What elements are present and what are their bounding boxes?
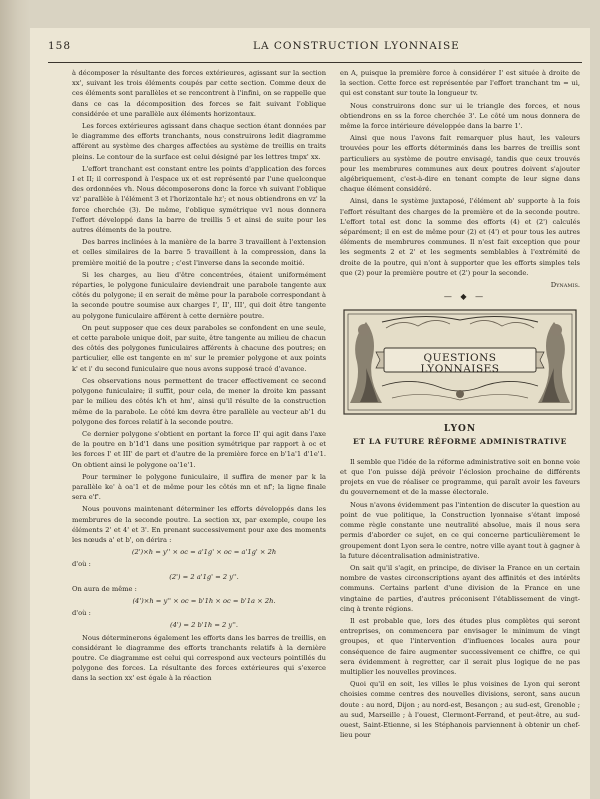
paragraph: Des barres inclinées à la manière de la barre 3 travaillent à l'extension et celles similaires de la barre 5 travaillent à la compression, dans la première moitié de la poutre ; c'est l'inverse dans la seconde moitié. [72, 238, 326, 267]
section-separator: — ◆ — [443, 292, 487, 302]
right-column [340, 68, 580, 793]
page-binding [0, 0, 30, 799]
article-title: LYON [443, 424, 477, 435]
running-header [48, 40, 580, 56]
paragraph: Nous déterminerons également les efforts dans les barres de treillis, en considérant le diagramme des efforts tranchants relatifs à la dernière poutre. Ce diagramme est celui qui correspond aux vecteurs pointillés du polygone des forces. La résultante des forces extérieures qui s'exerce dans la section xx' est égale à la réaction [72, 633, 326, 683]
page-number: 158 [48, 40, 72, 52]
paragraph: Les forces extérieures agissant dans chaque section étant données par le diagramme des efforts tranchants, nous construirons ledit diagramme afférent au système des charges affectées au système de treillis en traits pleins. Le contour de la surface est celui désigné par les lettres tmpx' xx. [72, 122, 326, 161]
author-signature: Dynamis. [550, 281, 580, 290]
equation-lead: On aura de même : [72, 584, 137, 593]
paragraph: en A, puisque la première force à considérer I' est située à droite de la section. Cette force est représentée par l'effort tranchant tm = ui, qui est constant sur toute la longueur tv. [340, 69, 580, 98]
paragraph: Nous n'avons évidemment pas l'intention de discuter la question au point de vue politique, la Construction lyonnaise s'étant imposé comme règle constante une neutralité absolue, mais il nous sera permis d'aborder ce sujet, en ce qui concerne particulièrement le groupement dont Lyon sera le centre, notre ville ayant tout à gagner à la future décentralisation administrative. [340, 500, 580, 560]
left-column [72, 68, 326, 793]
paragraph: Ces observations nous permettent de tracer effectivement ce second polygone funiculaire; il suffit, pour cela, de mener la droite km passant par le milieu des côtés k'h et hm', ainsi qu'il résulte de la construction même de la parabole. Le côté km devra être parallèle au vecteur ab'1 du polygone des forces relatif à la seconde poutre. [72, 376, 326, 426]
equation: (4')×h = y'' × oc = b'1h × oc = b'1a × 2h. [132, 596, 276, 605]
paragraph: à décomposer la résultante des forces extérieures, agissant sur la section xx', suivant les trois éléments coupés par cette section. Comme deux de ces éléments sont parallèles et se rencontrent à l'infini, on se rappelle que dans ce cas la décomposition des forces se fait suivant l'oblique considérée et une parallèle aux éléments horizontaux. [72, 69, 326, 118]
article-subtitle: ET LA FUTURE RÉFORME ADMINISTRATIVE [353, 436, 567, 446]
paragraph: Pour terminer le polygone funiculaire, il suffira de mener par k la parallèle ke' à oa'1 et de même pour les côtés mn et nf'; la ligne finale sera e'f'. [72, 472, 326, 502]
paragraph: Il est probable que, lors des études plus complètes qui seront entreprises, on commencera par envisager le minimum de vingt groupes, et que l'intervention d'influences locales aura pour conséquence de faire augmenter successivement ce chiffre, ce qui sera évidemment à regretter, car il serait plus logique de ne pas multiplier les nouvelles provinces. [340, 616, 580, 676]
equation: (2')×h = y'' × oc = a'1g' × oc = a'1g' × 2h [131, 548, 277, 557]
banner-title: QUESTIONS LYONNAISES [420, 352, 500, 375]
equation: (2') = 2 a'1g' = 2 y''. [169, 572, 239, 581]
paragraph: Nous pouvons maintenant déterminer les efforts développés dans les membrures de la seconde poutre. La section xx, par exemple, coupe les éléments 2' et 4' et 3'. En prenant successivement pour axe des moments les nœuds a' et b', on dérira : [72, 505, 326, 544]
journal-title: LA CONSTRUCTION LYONNAISE [253, 40, 460, 52]
paragraph: Nous construirons donc sur ui le triangle des forces, et nous obtiendrons en ss la force cherchée 3'. Le côté um nous donnera de même la force intérieure développée dans la barre 1'. [340, 101, 580, 131]
paragraph: L'effort tranchant est constant entre les points d'application des forces I et II; il correspond à l'espace ux et est représenté par l'une quelconque des ordonnées vh. Nous décomposerons donc la force vh suivant l'oblique vz' parallèle à l'élément 3 et l'horizontale hz'; et nous obtiendrons en vz' la force cherchée (3). De même, l'oblique symétrique vv1 nous donnera l'effort développé dans la barre de treillis 5 et ainsi de suite pour les autres éléments de la poutre. [72, 164, 326, 235]
section-banner [342, 308, 578, 416]
paragraph: Si les charges, au lieu d'être concentrées, étaient uniformément réparties, le polygone funiculaire deviendrait une parabole tangente aux côtés du polygone; il en serait de même pour la parabole correspondant à la seconde poutre soumise aux charges I', II', III', qui doit être tangente au polygone funiculaire afférent à cette dernière poutre. [72, 270, 326, 320]
paragraph: Il semble que l'idée de la réforme administrative soit en bonne voie et que l'on puisse déjà prévoir l'éclosion prochaine de différents projets en vue de réaliser ce programme, qui paraît avoir les faveurs du gouvernement et de la masse électorale. [340, 457, 580, 497]
paragraph: On peut supposer que ces deux paraboles se confondent en une seule, et cette parabole unique doit, par suite, être tangente au milieu de chacun des côtés des polygones funiculaires afférents à chacune des poutres; en particulier, elle est tangente en m' sur le premier polygone et aux points k' et i' du second funiculaire que nous avons supposé tracé d'avance. [72, 323, 326, 373]
paragraph: Ainsi que nous l'avons fait remarquer plus haut, les valeurs trouvées pour les efforts déterminés dans les barres de treillis sont particuliers au système de poutre envisagé, tandis que ceux trouvés pour les membrures communes aux deux poutres doivent s'ajouter algébriquement, c'est-à-dire en tenant compte de leur signe dans chaque élément considéré. [340, 134, 580, 194]
equation-lead: d'où : [72, 560, 91, 569]
paragraph: Quoi qu'il en soit, les villes le plus voisines de Lyon qui seront choisies comme centres des nouvelles divisions, seront, sans aucun doute : au nord, Dijon ; au nord-est, Besançon ; au sud-est, Grenoble ; au sud, Marseille ; à l'ouest, Clermont-Ferrand, et peut-être, au sud-ouest, Saint-Etienne, si les Stéphanois parviennent à obtenir un chef-lieu pour [340, 680, 580, 740]
paragraph: Ainsi, dans le système juxtaposé, l'élément ab' supporte à la fois l'effort résultant des charges de la première et de la seconde poutre. L'effort total est donc la somme des efforts (4) et (2') calculés séparément; il en est de même pour (2) et (4') et pour tous les autres éléments de membrures communes. Il n'est fait exception que pour les segments 2 et 2' et les segments semblables à l'extrémité de droite de la poutre, qui n'ont à supporter que les efforts simples tels que (2) pour la première poutre et (2') pour la seconde. [340, 197, 580, 277]
paragraph: On sait qu'il s'agit, en principe, de diviser la France en un certain nombre de vastes circonscriptions ayant des affinités et des intérêts communs. Certains parlent d'une division de la France en une vingtaine de parties, d'autres préconisent l'établissement de vingt-cinq à trente régions. [340, 563, 580, 613]
equation: (4') = 2 b'1h = 2 y''. [169, 621, 239, 630]
header-rule [48, 62, 582, 63]
equation-lead: d'où : [72, 609, 91, 618]
paragraph: Ce dernier polygone s'obtient en portant la force II' qui agit dans l'axe de la poutre en b'1d'1 dans une position symétrique par rapport à oc et les forces I' et III' de part et d'autre de la première force en b'1a'1 d'1e'1. On obtient ainsi le polygone oa'1e'1. [72, 429, 326, 469]
